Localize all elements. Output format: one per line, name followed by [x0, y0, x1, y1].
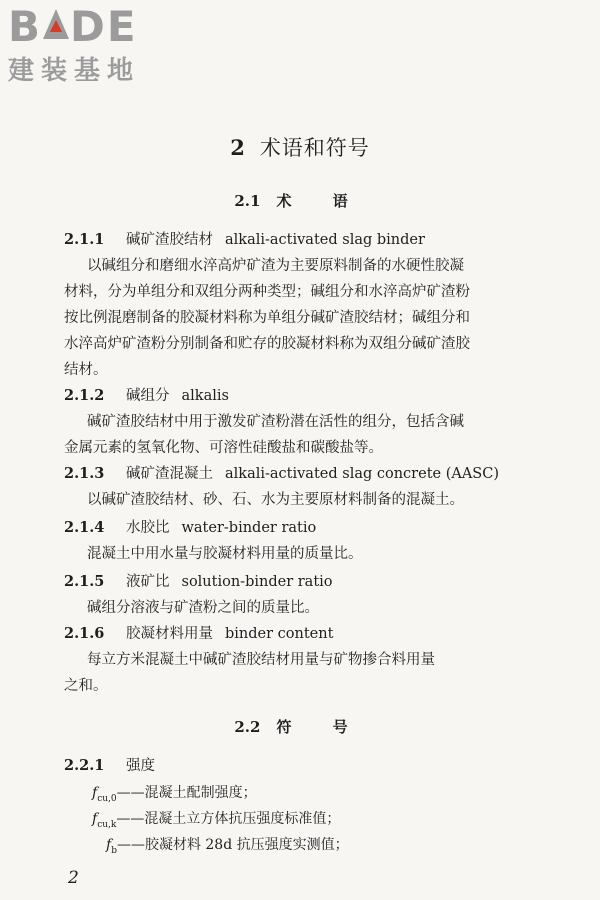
- section-heading-symbols: [0, 716, 600, 737]
- term-english: alkali-activated slag binder: [225, 232, 425, 248]
- term-definition-line: 水淬高炉矿渣粉分别制备和贮存的胶凝材料称为双组分碱矿渣胶: [64, 336, 470, 352]
- symbol-dash: ——: [116, 811, 145, 827]
- term-number: 2.1.5: [64, 573, 105, 590]
- term-definition-line: 之和。: [64, 678, 108, 694]
- symbol-group-number: 2.2.1: [64, 757, 105, 774]
- term-english: solution-binder ratio: [181, 574, 333, 590]
- symbol-group-title: 强度: [126, 758, 155, 774]
- section-title: 符 号: [276, 718, 366, 736]
- chapter-heading: [0, 132, 600, 162]
- term-chinese: 水胶比: [126, 520, 170, 536]
- section-number: 2.2: [234, 718, 261, 736]
- symbol-dash: ——: [116, 837, 145, 853]
- term-definition-line: 材料，分为单组分和双组分两种类型；碱组分和水淬高炉矿渣粉: [64, 284, 470, 300]
- term-definition-line: 以碱矿渣胶结材、砂、石、水为主要原材料制备的混凝土。: [87, 492, 464, 508]
- term-definition-line: 碱矿渣胶结材中用于激发矿渣粉潜在活性的组分，包括含碱: [87, 414, 464, 430]
- term-chinese: 胶凝材料用量: [126, 626, 213, 642]
- term-definition-line: 碱组分溶液与矿渣粉之间的质量比。: [87, 600, 319, 616]
- symbol-letter: f: [92, 785, 98, 801]
- symbol-description: 胶凝材料 28d 抗压强度实测值；: [144, 837, 349, 853]
- symbol-row: [106, 834, 349, 856]
- symbol-description: 混凝土立方体抗压强度标准值；: [144, 811, 341, 827]
- term-heading: [64, 624, 333, 644]
- term-definition-line: 按比例混磨制备的胶凝材料称为单组分碱矿渣胶结材；碱组分和: [64, 310, 470, 326]
- symbol-letter: f: [92, 811, 98, 827]
- symbol-row: [92, 782, 257, 804]
- term-chinese: 碱组分: [126, 388, 170, 404]
- term-english: alkali-activated slag concrete (AASC): [225, 466, 499, 482]
- symbol-letter: f: [106, 837, 112, 853]
- logo-wordmark: B DE: [8, 2, 138, 51]
- term-heading: [64, 572, 333, 592]
- term-heading: [64, 386, 229, 406]
- symbol-subscript: cu,0: [97, 793, 117, 804]
- chapter-title: 术语和符号: [259, 136, 370, 160]
- term-heading: [64, 464, 499, 484]
- chapter-number: 2: [230, 135, 246, 160]
- symbol-row: [92, 808, 340, 830]
- logo-subtitle: 建装基地: [8, 56, 141, 86]
- term-heading: [64, 230, 425, 250]
- section-number: 2.1: [234, 192, 261, 210]
- term-english: binder content: [225, 626, 334, 642]
- term-definition-line: 结材。: [64, 362, 108, 378]
- term-definition-line: 混凝土中用水量与胶凝材料用量的质量比。: [87, 546, 363, 562]
- page-number: 2: [68, 868, 79, 888]
- term-definition-line: 每立方米混凝土中碱矿渣胶结材用量与矿物掺合料用量: [87, 652, 435, 668]
- term-number: 2.1.2: [64, 387, 105, 404]
- section-heading-terms: [0, 190, 600, 211]
- symbol-dash: ——: [116, 785, 145, 801]
- logo-a-triangle: [43, 9, 69, 39]
- term-heading: [64, 518, 316, 538]
- term-number: 2.1.4: [64, 519, 105, 536]
- section-title: 术 语: [276, 192, 366, 210]
- term-definition-line: 金属元素的氢氧化物、可溶性硅酸盐和碳酸盐等。: [64, 440, 383, 456]
- term-number: 2.1.3: [64, 465, 105, 482]
- symbol-description: 混凝土配制强度；: [144, 785, 257, 801]
- term-chinese: 液矿比: [126, 574, 170, 590]
- symbol-subscript: cu,k: [97, 819, 117, 830]
- term-definition-line: 以碱组分和磨细水淬高炉矿渣为主要原料制备的水硬性胶凝: [87, 258, 464, 274]
- term-chinese: 碱矿渣胶结材: [126, 232, 213, 248]
- term-number: 2.1.6: [64, 625, 105, 642]
- term-number: 2.1.1: [64, 231, 105, 248]
- term-english: water-binder ratio: [181, 520, 317, 536]
- term-english: alkalis: [181, 388, 229, 404]
- term-chinese: 碱矿渣混凝土: [126, 466, 213, 482]
- symbol-group-heading: [64, 756, 155, 776]
- brand-logo: [8, 4, 178, 88]
- symbol-subscript: b: [111, 845, 117, 856]
